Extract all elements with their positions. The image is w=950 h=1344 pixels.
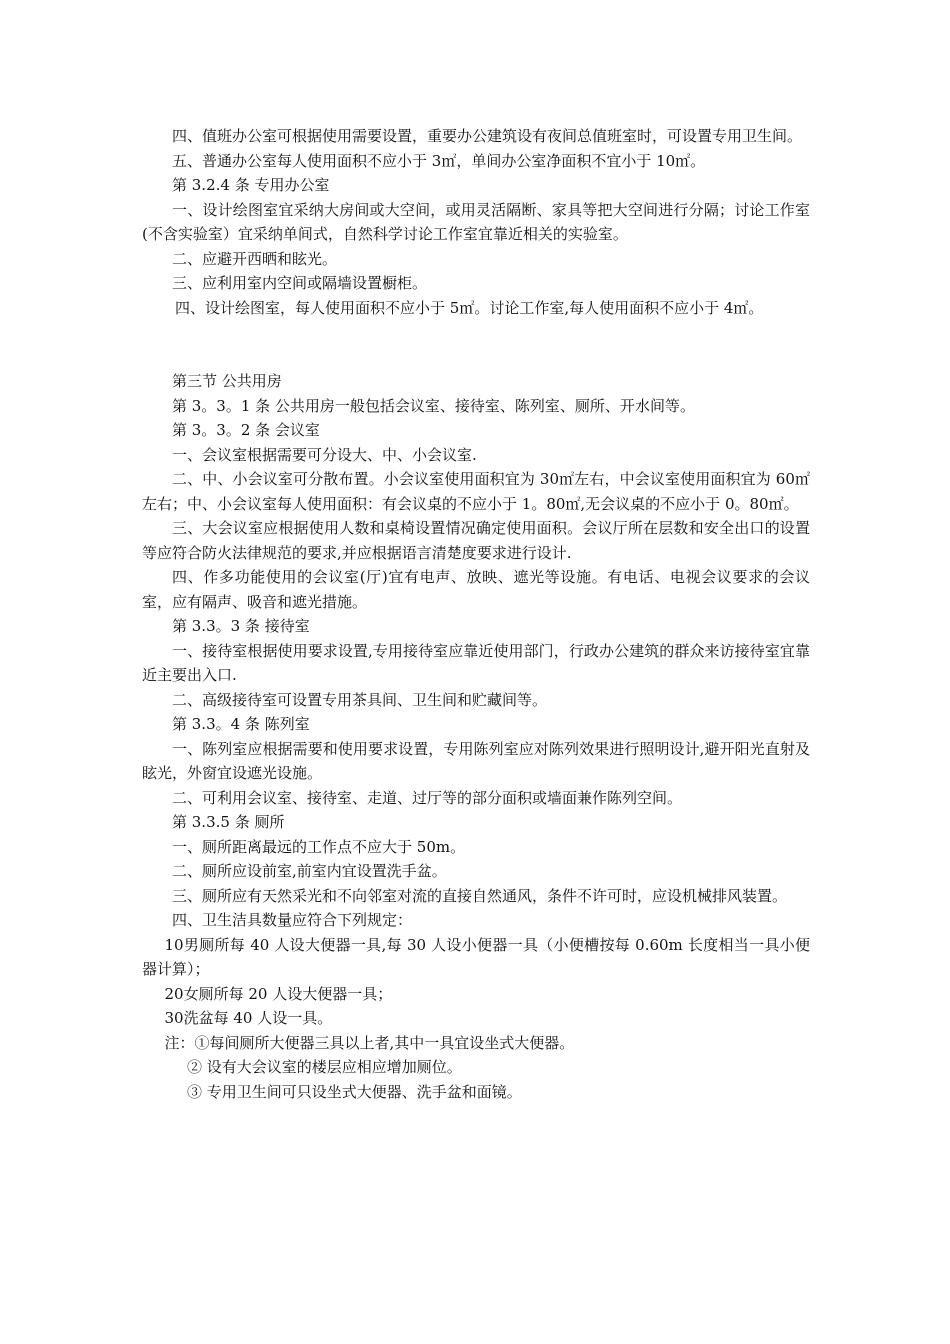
note-3: ③ 专用卫生间可只设坐式大便器、洗手盆和面镜。 — [187, 1082, 522, 1101]
heading-article-3-3-5: 第 3.3.5 条 厕所 — [172, 813, 285, 831]
paragraph-reception-room: 一、接待室根据使用要求设置,专用接待室应靠近使用部门，行政办公建筑的群众来访接待室宜靠近主要出入口. — [142, 641, 810, 684]
paragraph-exhibition-room: 一、陈列室应根据需要和使用要求设置，专用陈列室应对陈列效果进行照明设计,避开阳光直射及眩光，外窗宜设遮光设施。 — [142, 739, 810, 782]
paragraph-general-office-area: 五、普通办公室每人使用面积不应小于 3㎡，单间办公室净面积不宜小于 10㎡。 — [172, 151, 706, 170]
paragraph-drawing-room: 一、设计绘图室宜采纳大房间或大空间，或用灵活隔断、家具等把大空间进行分隔；讨论工作室(不含实验室）宜采纳单间式，自然科学讨论工作室宜靠近相关的实验室。 — [142, 200, 810, 243]
heading-article-3-3-3: 第 3.3。3 条 接待室 — [172, 617, 310, 635]
paragraph-drawing-room-area: 四、设计绘图室，每人使用面积不应小于 5㎡。讨论工作室,每人使用面积不应小于 4㎡。 — [175, 298, 764, 317]
paragraph-cabinets: 三、应利用室内空间或隔墙设置橱柜。 — [172, 274, 428, 292]
section-gap — [142, 320, 810, 369]
paragraph-toilet-anteroom: 二、厕所应设前室,前室内宜设置洗手盆。 — [172, 862, 447, 880]
paragraph-avoid-glare: 二、应避开西晒和眩光。 — [172, 249, 338, 268]
paragraph-toilet-distance: 一、厕所距离最远的工作点不应大于 50m。 — [172, 837, 466, 856]
paragraph-article-3-3-1: 第 3。3。1 条 公共用房一般包括会议室、接待室、陈列室、厕所、开水间等。 — [172, 396, 695, 415]
heading-article-3-3-2: 第 3。3。2 条 会议室 — [172, 421, 320, 439]
heading-article-3-2-4: 第 3.2.4 条 专用办公室 — [172, 176, 330, 194]
note-1: 注：①每间厕所大便器三具以上者,其中一具宜设坐式大便器。 — [164, 1033, 575, 1052]
paragraph-washbasin: 30洗盆每 40 人设一具。 — [164, 1009, 333, 1027]
paragraph-meeting-room-area: 二、中、小会议室可分散布置。小会议室使用面积宜为 30㎡左右，中会议室使用面积宜为 60㎡左右；中、小会议室每人使用面积：有会议桌的不应小于 1。80㎡,无会议桌的不应小于 0。80㎡。 — [142, 470, 810, 513]
paragraph-large-meeting-room: 三、大会议室应根据使用人数和桌椅设置情况确定使用面积。会议厅所在层数和安全出口的设置等应符合防火法律规范的要求,并应根据语言清楚度要求进行设计. — [142, 519, 810, 562]
heading-section-3: 第三节 公共用房 — [172, 372, 282, 390]
heading-article-3-3-4: 第 3.3。4 条 陈列室 — [172, 715, 310, 733]
paragraph-meeting-room-types: 一、会议室根据需要可分设大、中、小会议室. — [172, 445, 477, 464]
note-2: ② 设有大会议室的楼层应相应增加厕位。 — [187, 1058, 462, 1076]
paragraph-exhibition-space: 二、可利用会议室、接待室、走道、过厅等的部分面积或墙面兼作陈列空间。 — [172, 788, 683, 807]
paragraph-mens-toilet: 10男厕所每 40 人设大便器一具,每 30 人设小便器一具（小便槽按每 0.60m 长度相当一具小便器计算）； — [142, 935, 810, 978]
document-page — [142, 124, 810, 1104]
paragraph-fixture-rules: 四、卫生洁具数量应符合下列规定： — [172, 911, 413, 929]
paragraph-multifunction-room: 四、作多功能使用的会议室(厅)宜有电声、放映、遮光等设施。有电话、电视会议要求的会议室，应有隔声、吸音和遮光措施。 — [142, 568, 810, 611]
paragraph-toilet-ventilation: 三、厕所应有天然采光和不向邻室对流的直接自然通风，条件不许可时，应设机械排风装置。 — [172, 886, 788, 905]
paragraph-womens-toilet: 20女厕所每 20 人设大便器一具； — [164, 984, 393, 1003]
paragraph-senior-reception: 二、高级接待室可设置专用茶具间、卫生间和贮藏间等。 — [172, 690, 548, 709]
paragraph-duty-office: 四、值班办公室可根据使用需要设置，重要办公建筑设有夜间总值班室时，可设置专用卫生间。 — [172, 127, 803, 145]
